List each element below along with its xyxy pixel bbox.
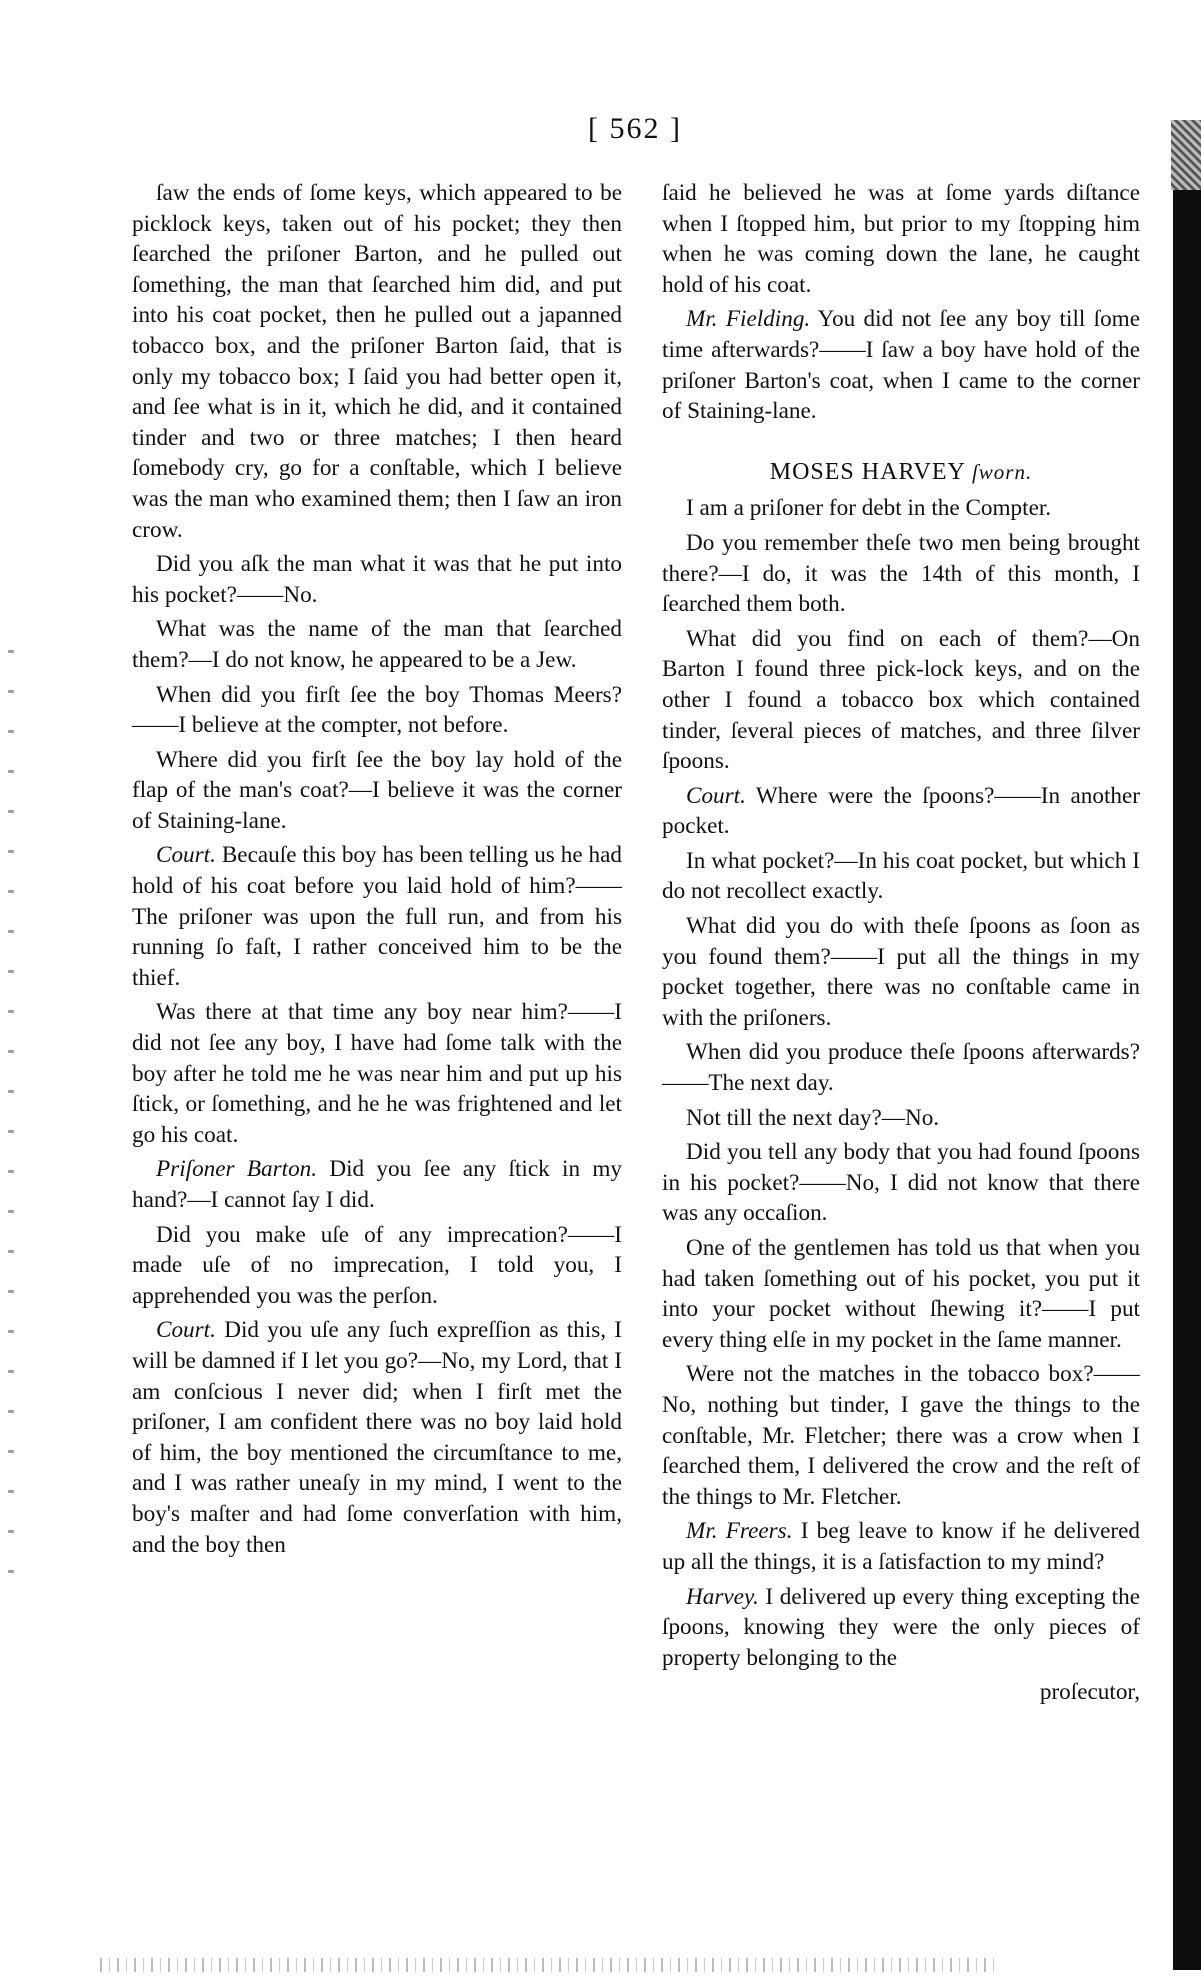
paragraph-text: I beg leave to know if he delivered up all the things, it is a ſatisfaction to my mind? [662,1518,1140,1575]
paragraph [132,745,622,837]
paragraph [132,1220,622,1312]
paragraph [662,493,1140,524]
paragraph-text: Becauſe this boy has been telling us he had hold of his coat before you laid hold of him?——The priſoner was upon the full run, and from his running ſo faſt, I rather conceived him to be the thief. [132,842,622,991]
paragraph [662,1582,1140,1674]
paragraph [132,680,622,741]
paragraph [132,549,622,610]
speaker-label: Court. [156,842,216,869]
speaker-label: Mr. Freers. [686,1518,793,1545]
paragraph-text: What did you find on each of them?—On Barton I found three pick-lock keys, and on the other I found a tobacco box which contained tinder, ſeveral pieces of matches, and three ſilver ſpoons. [662,625,1140,775]
paragraph-text: Did you make uſe of any imprecation?——I made uſe of no imprecation, I told you, I apprehended you was the perſon. [132,1221,622,1309]
paragraph-text: When did you firſt ſee the boy Thomas Meers?——I believe at the compter, not before. [132,681,622,739]
paragraph [662,781,1140,842]
paragraph-text: Not till the next day?—No. [686,1104,940,1131]
speaker-label: Priſoner Barton. [156,1156,318,1183]
paragraph [662,178,1140,300]
paragraph-text: Was there at that time any boy near him?——I did not ſee any boy, I have had ſome talk with the boy after he told me he was near him and put up his ſtick, or ſomething, and he he was frightened and let go his coat. [132,999,622,1148]
paragraph [132,1315,622,1560]
paragraph [132,614,622,675]
paragraph-text: Did you tell any body that you had found ſpoons in his pocket?——No, I did not know that there was any occaſion. [662,1139,1140,1227]
paragraph-text: ſaid he believed he was at ſome yards diſtance when I ſtopped him, but prior to my ſtopping him when he was coming down the lane, he caught hold of his coat. [662,180,1140,298]
speaker-label: Court. [156,1317,216,1344]
catchword: proſecutor, [1039,1679,1140,1706]
paragraph [662,911,1140,1033]
paragraph [662,528,1140,620]
paragraph [132,1154,622,1215]
paragraph [662,846,1140,907]
paragraph [132,997,622,1150]
left-column [132,178,622,1564]
scan-edge-bar [1173,150,1201,1970]
paragraph-text: In what pocket?—In his coat pocket, but which I do not recollect exactly. [662,847,1140,905]
paragraph-text: I am a priſoner for debt in the Compter. [686,495,1052,522]
paragraph [662,1233,1140,1355]
paragraph-text: What was the name of the man that ſearched them?—I do not know, he appeared to be a Jew. [132,616,622,673]
paragraph [132,840,622,993]
paragraph-text: ſaw the ends of ſome keys, which appeared to be picklock keys, taken out of his pocket; they then ſearched the priſoner Barton, and he pulled out ſomething, the man that ſearched him did, and put into his coat pocket, then he pulled out a japanned tobacco box, and the priſoner Barton ſaid, that is only my tobacco box; I ſaid you had better open it, and ſee what is in it, which he did, and it contained tinder and two or three matches; I then heard ſomebody cry, go for a conſtable, which I believe was the man who examined them; then I ſaw an iron crow. [132,180,622,543]
paragraph-text: Did you aſk the man what it was that he put into his pocket?——No. [132,551,622,608]
right-column [662,178,1140,1708]
speaker-label: Harvey. [686,1583,759,1610]
paragraph [662,1103,1140,1134]
paragraph-text: One of the gentlemen has told us that when you had taken ſomething out of his pocket, you put it into your pocket without ſhewing it?——I put every thing elſe in my pocket in the ſame manner. [662,1235,1140,1353]
witness-name: MOSES HARVEY [769,458,965,485]
page-number: [ 562 ] [588,112,682,145]
paragraph [662,304,1140,426]
paragraph-text: Where were the ſpoons?——In another pocket. [662,782,1140,840]
speaker-label: Mr. Fielding. [686,306,811,333]
witness-heading [662,457,1140,488]
paragraph-text: I delivered up every thing excepting the ſpoons, knowing they were the only pieces of property belonging to the [662,1583,1141,1671]
paragraph-text: What did you do with theſe ſpoons as ſoon as you found them?——I put all the things in my pocket together, there was no conſtable came in with the priſoners. [662,913,1140,1031]
paragraph [662,1037,1140,1098]
scan-bottom-noise [100,1958,1000,1972]
paragraph-text: Were not the matches in the tobacco box?——No, nothing but tinder, I gave the things to the conſtable, Mr. Fletcher; there was a crow when I ſearched them, I delivered the crow and the reſt of the things to Mr. Fletcher. [662,1361,1140,1510]
paragraph-text: Did you ſee any ſtick in my hand?—I cannot ſay I did. [132,1156,622,1213]
scan-edge-texture [1171,120,1201,190]
paragraph-text: You did not ſee any boy till ſome time afterwards?——I ſaw a boy have hold of the priſoner Barton's coat, when I came to the corner of Staining-lane. [662,306,1140,425]
paragraph [662,1516,1140,1577]
paragraph [662,624,1140,777]
speaker-label: Court. [686,782,746,809]
scan-margin-specks [8,650,14,1610]
paragraph [662,1137,1140,1229]
paragraph [662,1359,1140,1512]
paragraph-text: Where did you firſt ſee the boy lay hold of the flap of the man's coat?—I believe it was the corner of Staining-lane. [132,746,622,834]
paragraph-text: Did you uſe any ſuch expreſſion as this, I will be damned if I let you go?—No, my Lord, that I am conſcious I never did; when I firſt met the priſoner, I am confident there was no boy laid hold of him, the boy mentioned the circumſtance to me, and I was rather uneaſy in my mind, I went to the boy's maſter and had ſome converſation with him, and the boy then [132,1317,623,1558]
witness-sworn: ſworn. [971,459,1033,484]
paragraph [132,178,622,545]
paragraph-text: Do you remember theſe two men being brought there?—I do, it was the 14th of this month, I ſearched them both. [662,529,1140,618]
paragraph-text: When did you produce theſe ſpoons afterwards?——The next day. [662,1039,1140,1097]
